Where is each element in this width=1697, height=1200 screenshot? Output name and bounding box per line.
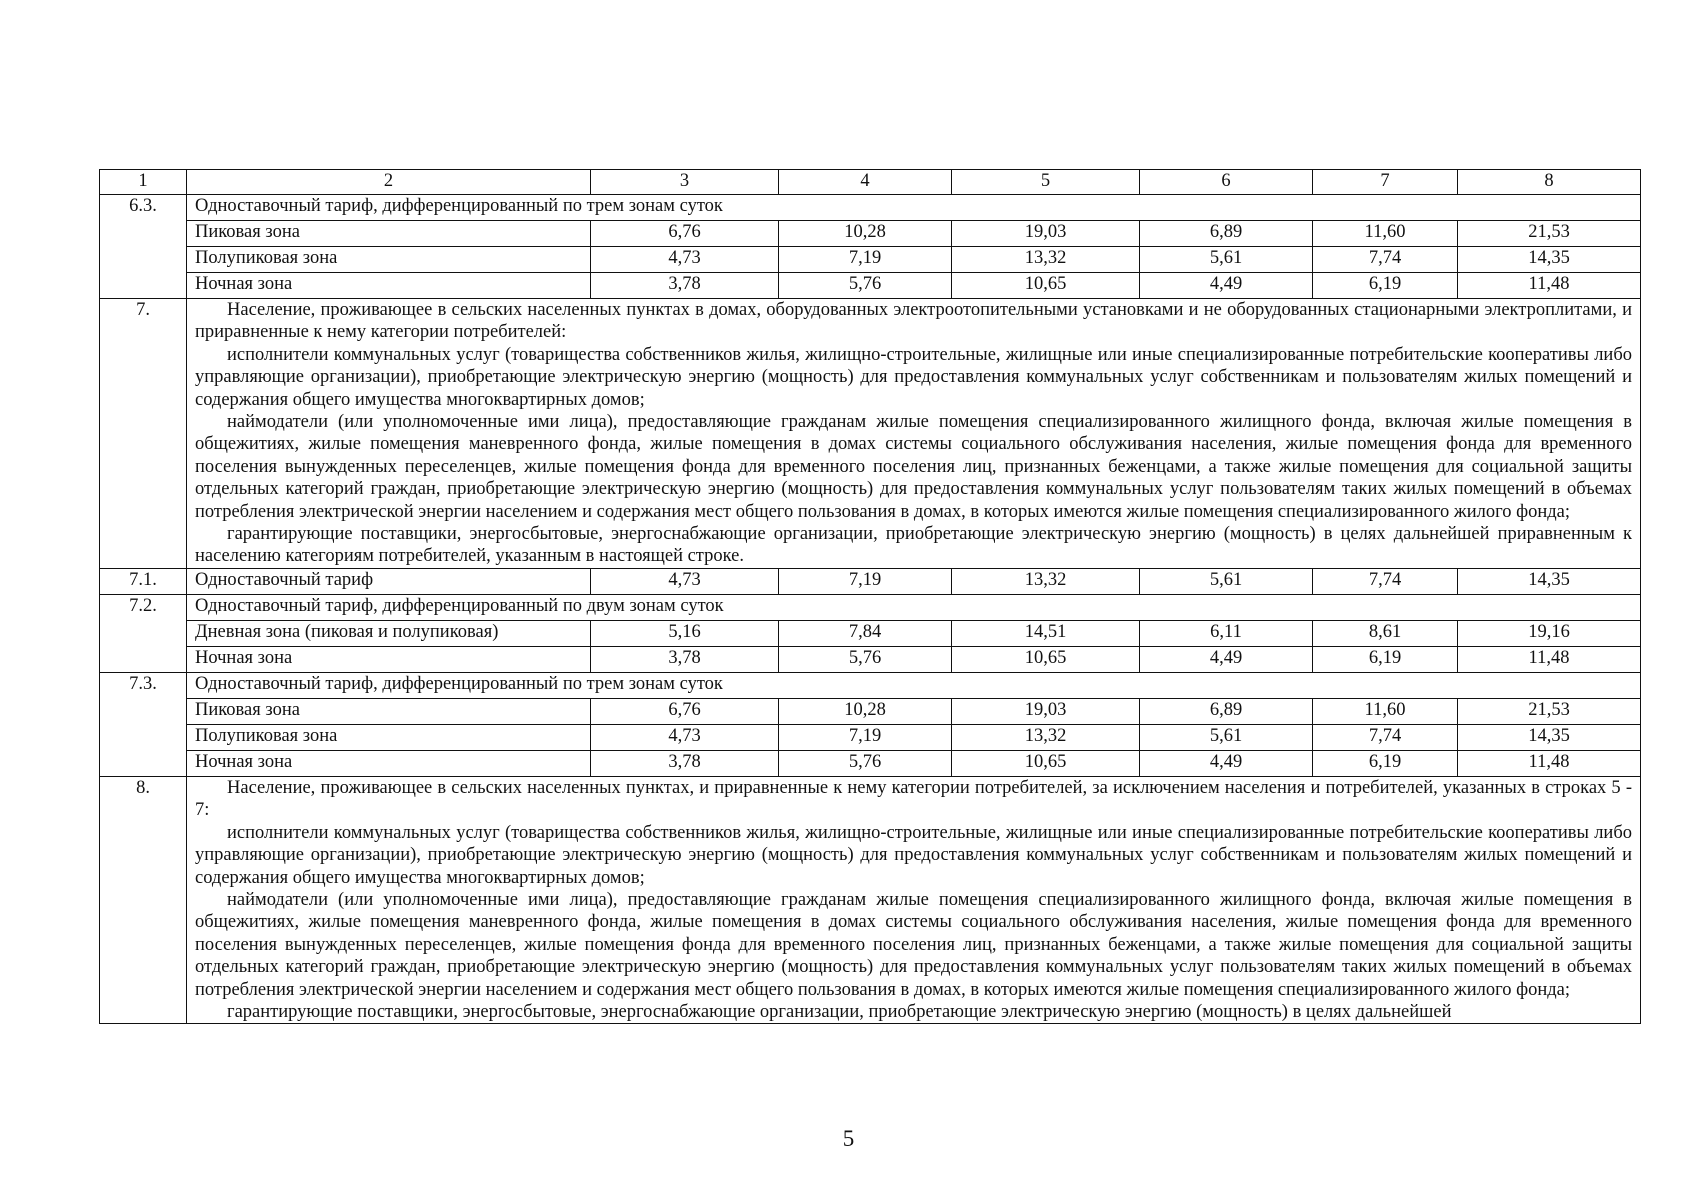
header-cell: 2 — [187, 170, 591, 195]
value-cell: 21,53 — [1458, 698, 1641, 724]
value-cell: 6,89 — [1140, 698, 1313, 724]
value-cell: 14,51 — [952, 620, 1140, 646]
table-row — [100, 247, 1641, 273]
table-row — [100, 594, 1641, 620]
value-cell: 6,11 — [1140, 620, 1313, 646]
header-cell: 3 — [591, 170, 779, 195]
header-cell: 5 — [952, 170, 1140, 195]
value-cell: 5,76 — [779, 646, 952, 672]
value-cell: 4,73 — [591, 724, 779, 750]
row-label: Одноставочный тариф — [187, 568, 591, 594]
value-cell: 10,28 — [779, 221, 952, 247]
value-cell: 10,65 — [952, 750, 1140, 776]
value-cell: 5,61 — [1140, 568, 1313, 594]
header-cell: 1 — [100, 170, 187, 195]
value-cell: 10,28 — [779, 698, 952, 724]
value-cell: 14,35 — [1458, 724, 1641, 750]
section-description — [187, 776, 1641, 1023]
value-cell: 4,49 — [1140, 273, 1313, 299]
value-cell: 13,32 — [952, 247, 1140, 273]
value-cell: 6,19 — [1313, 750, 1458, 776]
paragraph: Население, проживающее в сельских населенных пунктах, и приравненные к нему категории потребителей, за исключением населения и потребителей, указанных в строках 5 - 7: — [195, 777, 1632, 821]
table-row — [100, 221, 1641, 247]
value-cell: 11,48 — [1458, 273, 1641, 299]
table-row — [100, 724, 1641, 750]
value-cell: 6,89 — [1140, 221, 1313, 247]
tariff-table — [99, 169, 1641, 1024]
header-cell: 6 — [1140, 170, 1313, 195]
value-cell: 4,49 — [1140, 750, 1313, 776]
row-index: 7.1. — [100, 568, 187, 594]
value-cell: 3,78 — [591, 646, 779, 672]
value-cell: 3,78 — [591, 750, 779, 776]
value-cell: 14,35 — [1458, 568, 1641, 594]
value-cell: 10,65 — [952, 646, 1140, 672]
header-cell: 7 — [1313, 170, 1458, 195]
section-description — [187, 299, 1641, 569]
value-cell: 11,60 — [1313, 221, 1458, 247]
table-row — [100, 750, 1641, 776]
value-cell: 7,19 — [779, 724, 952, 750]
row-label: Ночная зона — [187, 750, 591, 776]
header-row — [100, 170, 1641, 195]
value-cell: 11,60 — [1313, 698, 1458, 724]
value-cell: 13,32 — [952, 568, 1140, 594]
row-index: 7.3. — [100, 672, 187, 776]
row-label: Ночная зона — [187, 273, 591, 299]
section-title: Одноставочный тариф, дифференцированный по двум зонам суток — [187, 594, 1641, 620]
table-row — [100, 299, 1641, 569]
row-label: Ночная зона — [187, 646, 591, 672]
value-cell: 21,53 — [1458, 221, 1641, 247]
value-cell: 4,49 — [1140, 646, 1313, 672]
value-cell: 7,19 — [779, 247, 952, 273]
row-label: Пиковая зона — [187, 698, 591, 724]
table-row — [100, 698, 1641, 724]
value-cell: 5,61 — [1140, 247, 1313, 273]
value-cell: 6,76 — [591, 221, 779, 247]
value-cell: 10,65 — [952, 273, 1140, 299]
value-cell: 6,76 — [591, 698, 779, 724]
table-row — [100, 776, 1641, 1023]
table-row — [100, 568, 1641, 594]
table-row — [100, 195, 1641, 221]
value-cell: 7,74 — [1313, 724, 1458, 750]
row-label: Дневная зона (пиковая и полупиковая) — [187, 620, 591, 646]
value-cell: 11,48 — [1458, 750, 1641, 776]
value-cell: 19,16 — [1458, 620, 1641, 646]
paragraph: гарантирующие поставщики, энергосбытовые, энергоснабжающие организации, приобретающие электрическую энергию (мощность) в целях дальнейшей — [227, 1001, 1452, 1022]
row-index: 7. — [100, 299, 187, 569]
section-title: Одноставочный тариф, дифференцированный по трем зонам суток — [187, 672, 1641, 698]
row-index: 6.3. — [100, 195, 187, 299]
value-cell: 19,03 — [952, 221, 1140, 247]
value-cell: 5,76 — [779, 273, 952, 299]
table-row — [100, 672, 1641, 698]
header-cell: 4 — [779, 170, 952, 195]
paragraph: наймодатели (или уполномоченные ими лица), предоставляющие гражданам жилые помещения специализированного жилищного фонда, включая жилые помещения в общежитиях, жилые помещения маневренного фонда, жилые помещения в домах системы социального обслуживания населения, жилые помещения фонда для временного поселения вынужденных переселенцев, жилые помещения фонда для временного поселения лиц, признанных беженцами, а также жилые помещения для социальной защиты отдельных категорий граждан, приобретающие электрическую энергию (мощность) для предоставления коммунальных услуг пользователям таких жилых помещений в объемах потребления электрической энергии населением и содержания мест общего пользования в домах, в которых имеются жилые помещения специализированного жилого фонда; — [195, 412, 1632, 522]
value-cell: 6,19 — [1313, 646, 1458, 672]
value-cell: 5,61 — [1140, 724, 1313, 750]
value-cell: 3,78 — [591, 273, 779, 299]
row-label: Полупиковая зона — [187, 724, 591, 750]
value-cell: 7,74 — [1313, 247, 1458, 273]
row-label: Пиковая зона — [187, 221, 591, 247]
paragraph: Население, проживающее в сельских населенных пунктах в домах, оборудованных электроотопительными установками и не оборудованных стационарными электроплитами, и приравненные к нему категории потребителей: — [195, 300, 1632, 343]
value-cell: 19,03 — [952, 698, 1140, 724]
value-cell: 6,19 — [1313, 273, 1458, 299]
value-cell: 5,16 — [591, 620, 779, 646]
paragraph: исполнители коммунальных услуг (товарищества собственников жилья, жилищно-строительные, жилищные или иные специализированные потребительские кооперативы либо управляющие организации), приобретающие электрическую энергию (мощность) для предоставления коммунальных услуг собственникам и пользователям жилых помещений и содержания общего имущества многоквартирных домов; — [195, 344, 1632, 410]
row-label: Полупиковая зона — [187, 247, 591, 273]
paragraph: наймодатели (или уполномоченные ими лица), предоставляющие гражданам жилые помещения специализированного жилищного фонда, включая жилые помещения в общежитиях, жилые помещения маневренного фонда, жилые помещения в домах системы социального обслуживания населения, жилые помещения фонда для временного поселения вынужденных переселенцев, жилые помещения фонда для временного поселения лиц, признанных беженцами, а также жилые помещения для социальной защиты отдельных категорий граждан, приобретающие электрическую энергию (мощность) для предоставления коммунальных услуг пользователям таких жилых помещений в объемах потребления электрической энергии населением и содержания мест общего пользования в домах, в которых имеются жилые помещения специализированного жилого фонда; — [195, 889, 1632, 1000]
value-cell: 7,74 — [1313, 568, 1458, 594]
page-number: 5 — [842, 1126, 855, 1151]
row-index: 8. — [100, 776, 187, 1023]
value-cell: 7,19 — [779, 568, 952, 594]
header-cell: 8 — [1458, 170, 1641, 195]
value-cell: 4,73 — [591, 568, 779, 594]
value-cell: 5,76 — [779, 750, 952, 776]
value-cell: 11,48 — [1458, 646, 1641, 672]
value-cell: 4,73 — [591, 247, 779, 273]
paragraph: гарантирующие поставщики, энергосбытовые, энергоснабжающие организации, приобретающие электрическую энергию (мощность) в целях дальнейшей приравненным к населению категориям потребителей, указанным в настоящей строке. — [195, 524, 1632, 567]
section-title: Одноставочный тариф, дифференцированный по трем зонам суток — [187, 195, 1641, 221]
value-cell: 14,35 — [1458, 247, 1641, 273]
table-row — [100, 646, 1641, 672]
value-cell: 8,61 — [1313, 620, 1458, 646]
paragraph: исполнители коммунальных услуг (товарищества собственников жилья, жилищно-строительные, жилищные или иные специализированные потребительские кооперативы либо управляющие организации), приобретающие электрическую энергию (мощность) для предоставления коммунальных услуг собственникам и пользователям жилых помещений и содержания общего имущества многоквартирных домов; — [195, 822, 1632, 888]
row-index: 7.2. — [100, 594, 187, 672]
table-row — [100, 620, 1641, 646]
value-cell: 7,84 — [779, 620, 952, 646]
table-row — [100, 273, 1641, 299]
value-cell: 13,32 — [952, 724, 1140, 750]
